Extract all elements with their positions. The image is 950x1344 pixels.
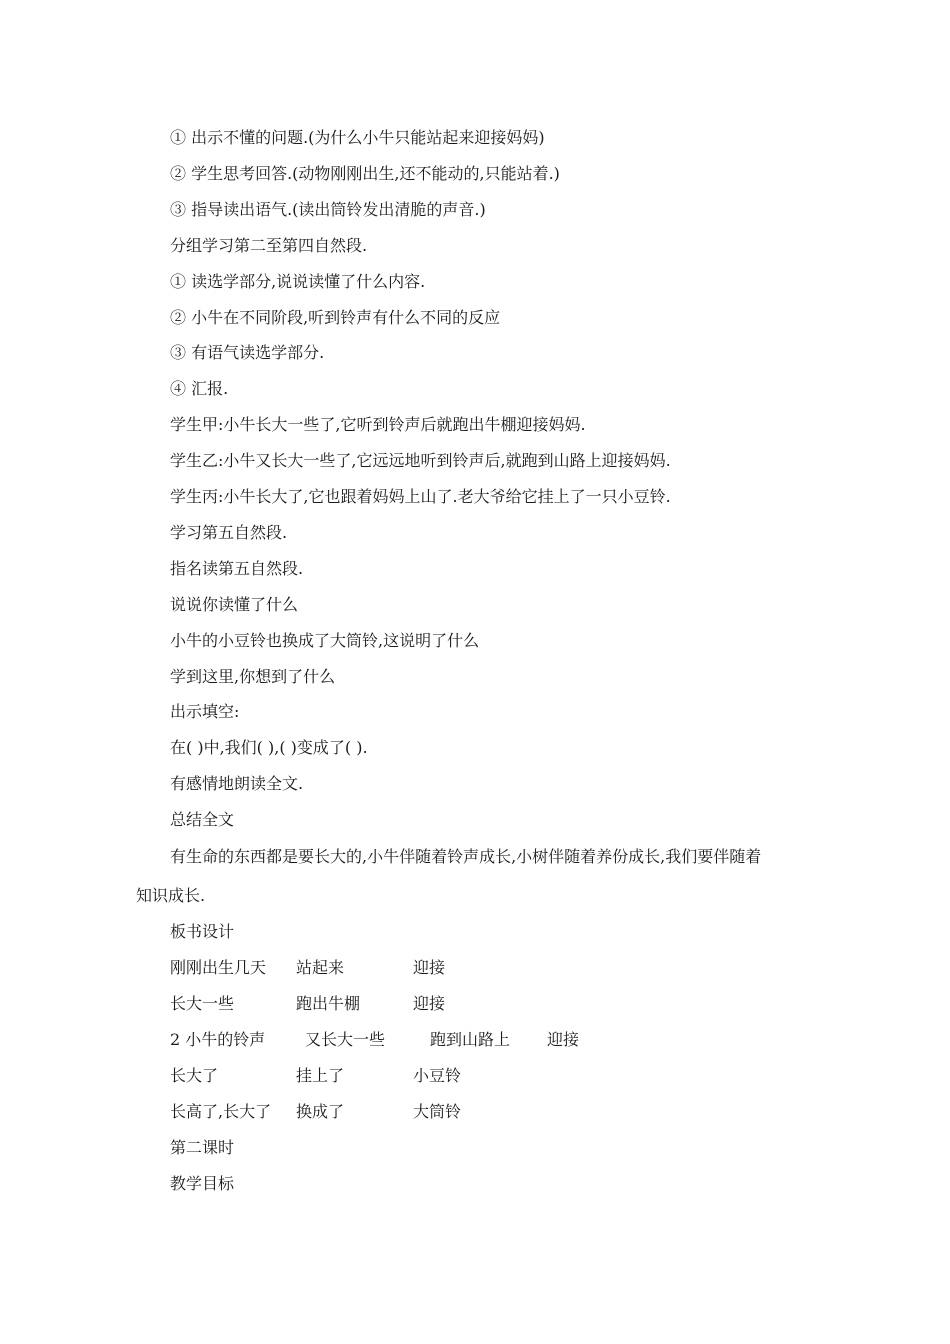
board-cell: 大筒铃: [413, 1102, 462, 1121]
text-line: ① 出示不懂的问题.(为什么小牛只能站起来迎接妈妈): [170, 128, 545, 147]
board-cell: 小豆铃: [413, 1066, 462, 1085]
board-cell: 又长大一些: [305, 1030, 386, 1049]
text-line: ② 小牛在不同阶段,听到铃声有什么不同的反应: [170, 308, 501, 327]
board-cell: 挂上了: [296, 1066, 345, 1085]
board-cell: 长高了,长大了: [170, 1102, 272, 1121]
board-cell: 长大了: [170, 1066, 219, 1085]
board-cell: 跑到山路上: [430, 1030, 511, 1049]
board-cell: 长大一些: [170, 994, 235, 1013]
text-line: ④ 汇报.: [170, 379, 229, 398]
lesson-heading: 第二课时: [170, 1138, 235, 1157]
text-line: 总结全文: [170, 810, 235, 829]
text-line: 小牛的小豆铃也换成了大筒铃,这说明了什么: [170, 631, 480, 650]
text-line: 学生乙:小牛又长大一些了,它远远地听到铃声后,就跑到山路上迎接妈妈.: [170, 451, 671, 470]
board-cell: 2 小牛的铃声: [170, 1030, 266, 1049]
text-line: ③ 指导读出语气.(读出筒铃发出清脆的声音.): [170, 200, 486, 219]
goal-heading: 教学目标: [170, 1174, 235, 1193]
board-cell: 刚刚出生几天: [170, 958, 267, 977]
text-line: 学到这里,你想到了什么: [170, 667, 336, 686]
board-title: 板书设计: [170, 922, 235, 941]
text-line: 有感情地朗读全文.: [170, 774, 304, 793]
text-line: 说说你读懂了什么: [170, 595, 299, 614]
board-cell: 迎接: [413, 994, 446, 1013]
board-cell: 迎接: [413, 958, 446, 977]
text-line: ③ 有语气读选学部分.: [170, 343, 325, 362]
text-line: 出示填空:: [170, 702, 240, 721]
summary-line-1: 有生命的东西都是要长大的,小牛伴随着铃声成长,小树伴随着养份成长,我们要伴随着: [170, 847, 762, 866]
text-line: 学生甲:小牛长大一些了,它听到铃声后就跑出牛棚迎接妈妈.: [170, 415, 586, 434]
text-line: 分组学习第二至第四自然段.: [170, 236, 368, 255]
board-cell: 迎接: [547, 1030, 580, 1049]
text-line: 在( )中,我们( ),( )变成了( ).: [170, 738, 368, 757]
text-line: ② 学生思考回答.(动物刚刚出生,还不能动的,只能站着.): [170, 164, 560, 183]
text-line: ① 读选学部分,说说读懂了什么内容.: [170, 272, 426, 291]
summary-line-2: 知识成长.: [136, 886, 206, 905]
board-cell: 站起来: [296, 958, 345, 977]
text-line: 指名读第五自然段.: [170, 559, 304, 578]
board-cell: 换成了: [296, 1102, 345, 1121]
text-line: 学生丙:小牛长大了,它也跟着妈妈上山了.老大爷给它挂上了一只小豆铃.: [170, 487, 671, 506]
board-cell: 跑出牛棚: [296, 994, 361, 1013]
text-line: 学习第五自然段.: [170, 523, 288, 542]
